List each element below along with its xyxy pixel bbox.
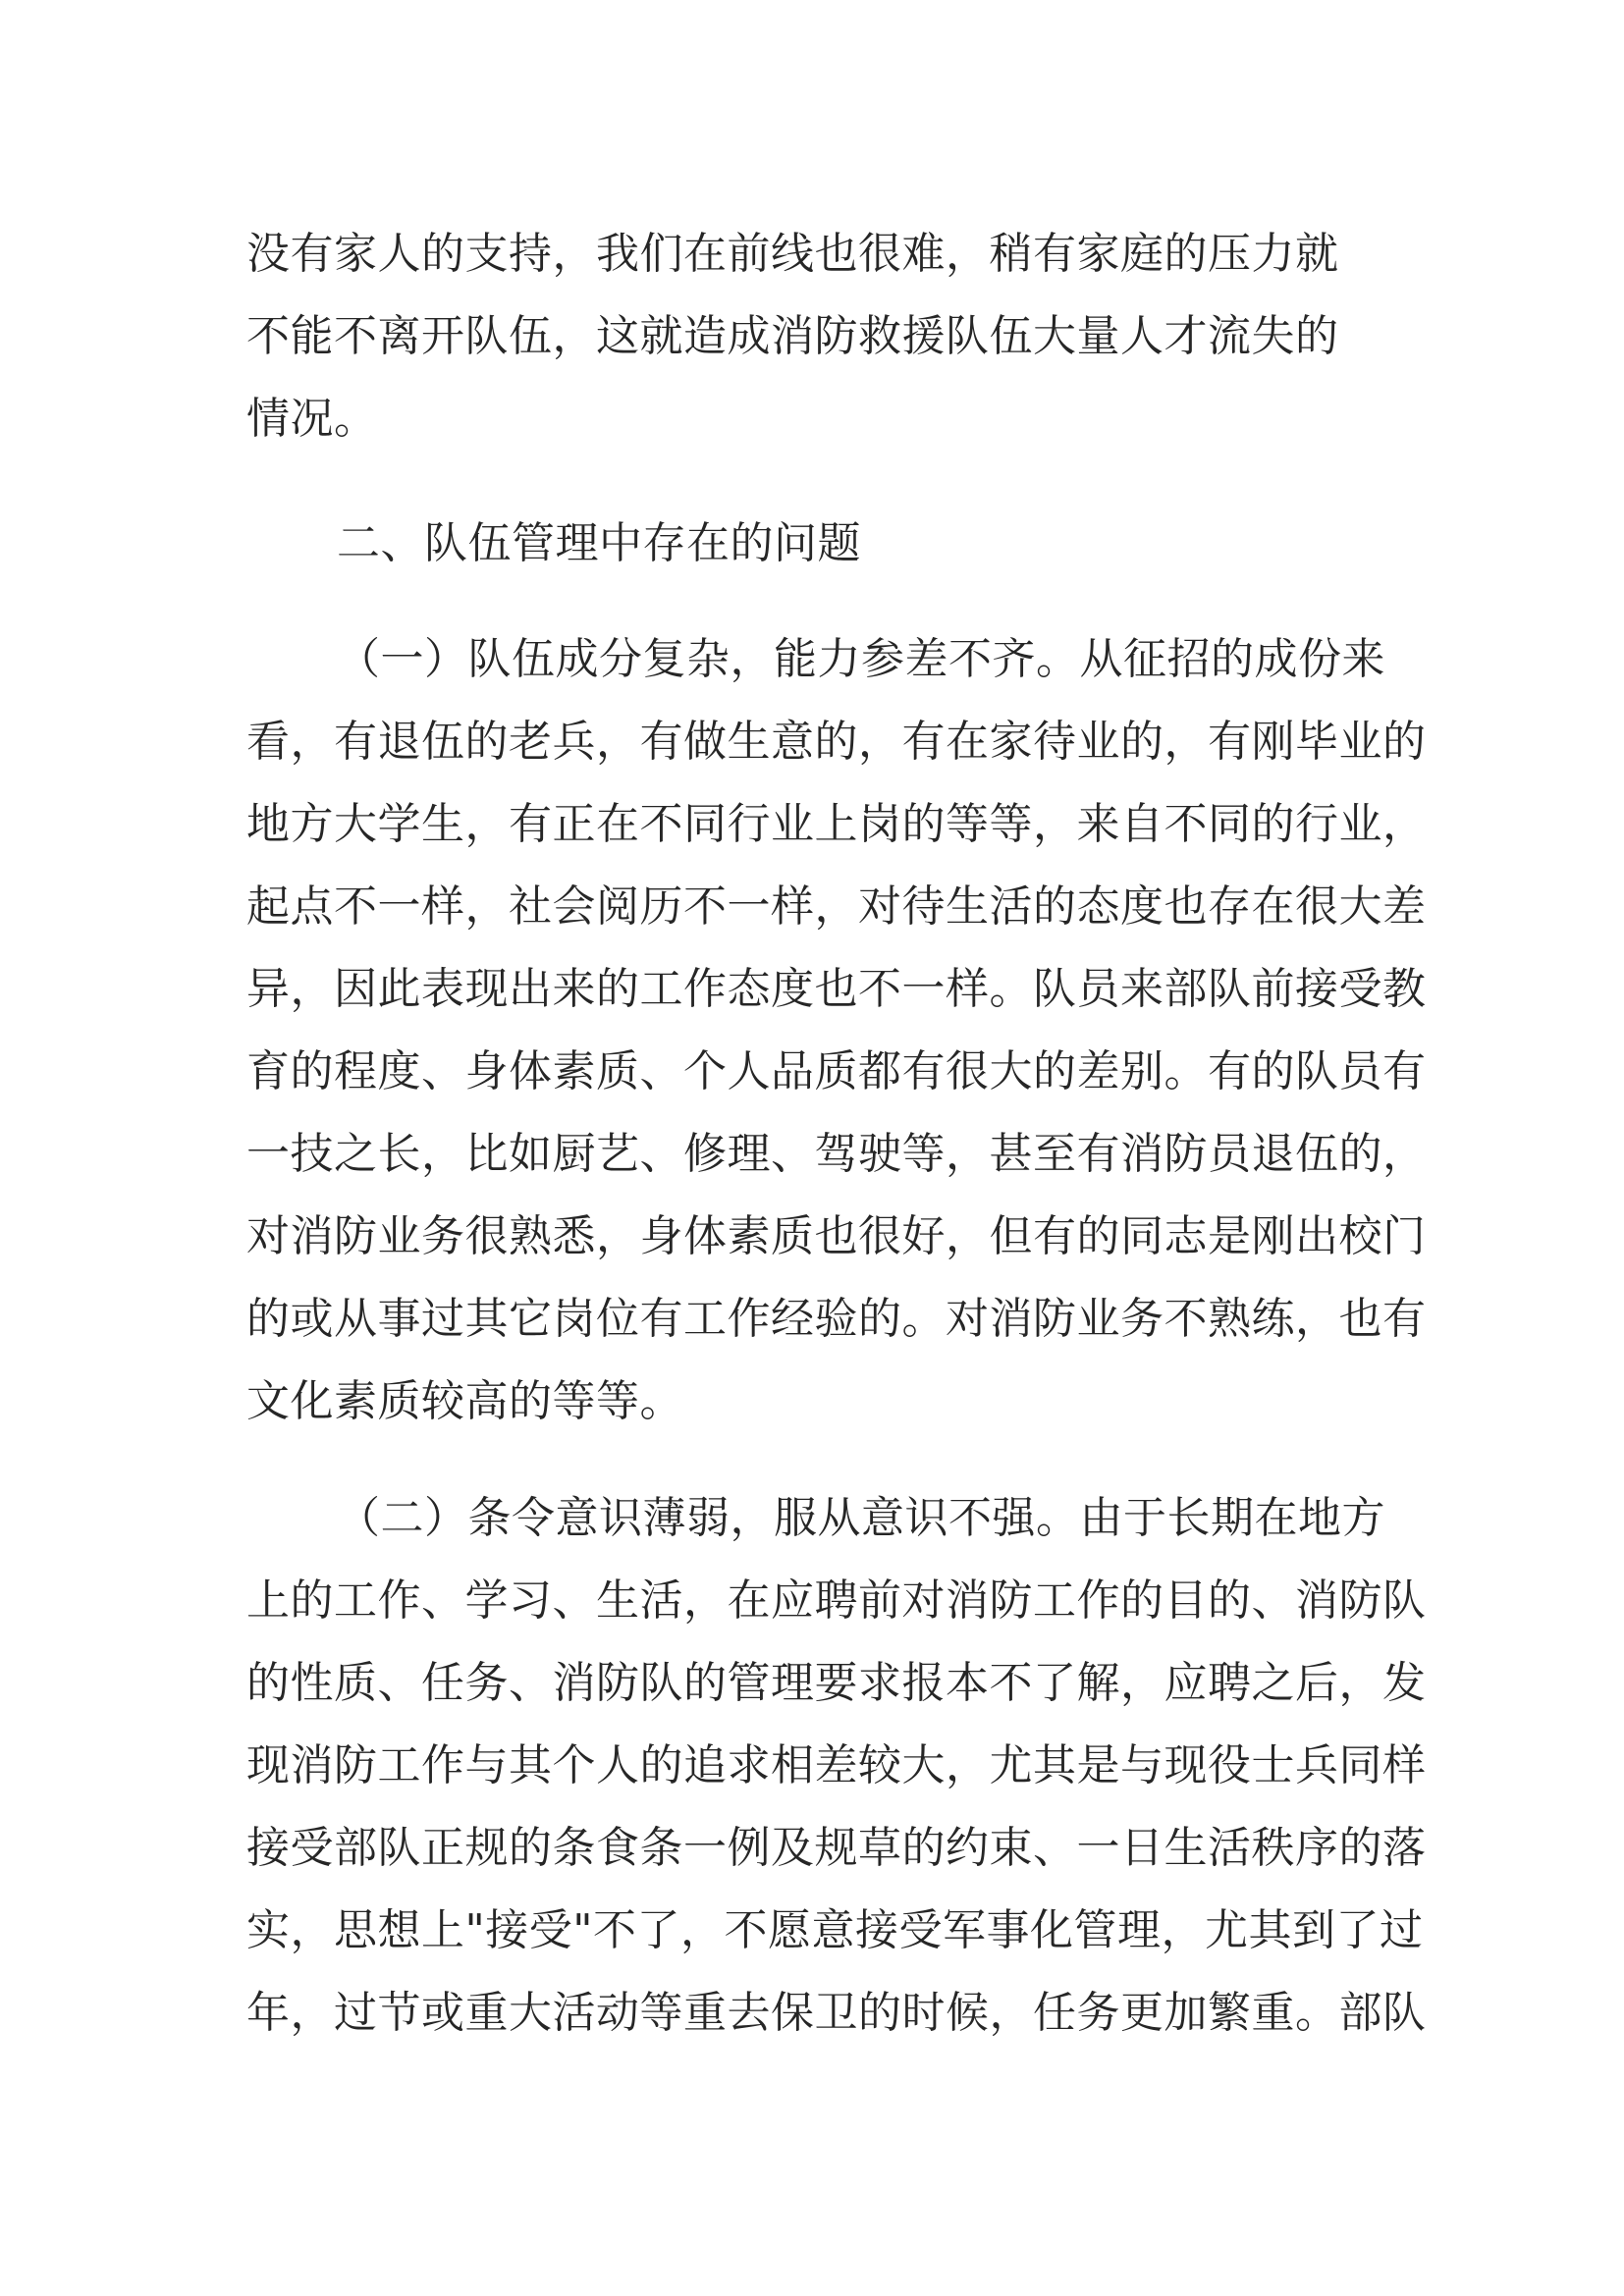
text-line: 文化素质较高的等等。: [246, 1376, 683, 1426]
text-line: 没有家人的支持，我们在前线也很难，稍有家庭的压力就: [246, 229, 1339, 279]
text-line: 一技之长，比如厨艺、修理、驾驶等，甚至有消防员退伍的，: [246, 1129, 1427, 1179]
text-line: 异，因此表现出来的工作态度也不一样。队员来部队前接受教: [246, 964, 1427, 1014]
text-line: 育的程度、身体素质、个人品质都有很大的差别。有的队员有: [246, 1046, 1427, 1096]
text-line: 情况。: [246, 394, 378, 444]
text-line: （二）条令意识薄弱，服从意识不强。由于长期在地方: [337, 1493, 1385, 1543]
text-line: 的性质、任务、消防队的管理要求报本不了解，应聘之后，发: [246, 1658, 1427, 1708]
text-line: 接受部队正规的条食条一例及规草的约束、一日生活秩序的落: [246, 1823, 1427, 1873]
text-line: 地方大学生，有正在不同行业上岗的等等，来自不同的行业，: [246, 799, 1427, 849]
text-line: 起点不一样，社会阅历不一样，对待生活的态度也存在很大差: [246, 881, 1427, 932]
text-line: 不能不离开队伍，这就造成消防救援队伍大量人才流失的: [246, 311, 1339, 361]
text-line: 的或从事过其它岗位有工作经验的。对消防业务不熟练，也有: [246, 1294, 1427, 1344]
text-line: 现消防工作与其个人的追求相差较大，尤其是与现役士兵同样: [246, 1740, 1427, 1790]
text-line: 上的工作、学习、生活，在应聘前对消防工作的目的、消防队: [246, 1575, 1427, 1626]
text-line: （一）队伍成分复杂，能力参差不齐。从征招的成份来: [337, 634, 1385, 684]
text-line: 实，思想上"接受"不了，不愿意接受军事化管理，尤其到了过: [246, 1905, 1424, 1955]
text-line: 看，有退伍的老兵，有做生意的，有在家待业的，有刚毕业的: [246, 717, 1427, 767]
text-line: 年，过节或重大活动等重去保卫的时候，任务更加繁重。部队: [246, 1988, 1427, 2038]
section-heading: 二、队伍管理中存在的问题: [337, 518, 861, 568]
text-line: 对消防业务很熟悉，身体素质也很好，但有的同志是刚出校门: [246, 1211, 1427, 1261]
